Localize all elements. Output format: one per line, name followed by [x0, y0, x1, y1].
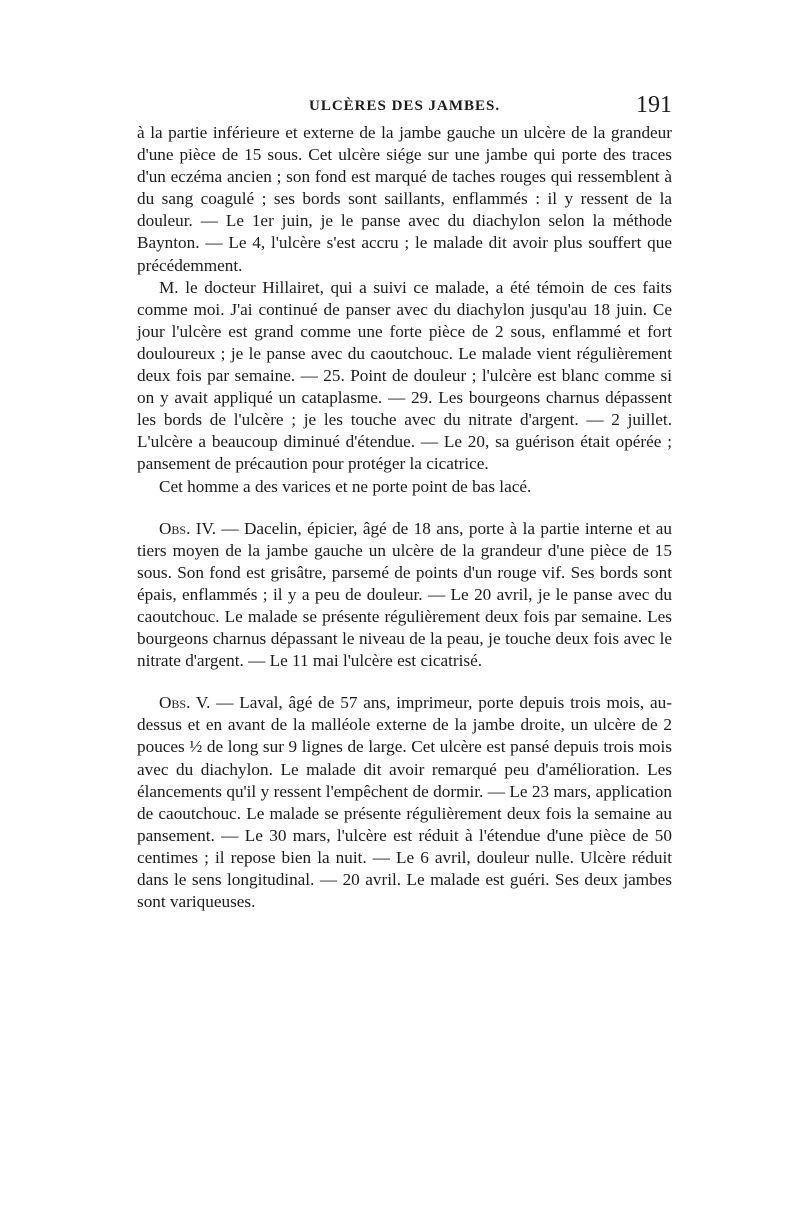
- paragraph-hillairet: M. le docteur Hillairet, qui a suivi ce malade, a été témoin de ces faits comme moi. J'ai continué de panser avec du diachylon jusqu'au 18 juin. Ce jour l'ulcère est grand comme une forte pièce de 2 sous, enflammé et fort douloureux ; je le panse avec du caoutchouc. Le malade vient régulièrement deux fois par semaine. — 25. Point de douleur ; l'ulcère est blanc comme si on y avait appliqué un cataplasme. — 29. Les bourgeons charnus dépassent les bords de l'ulcère ; je les touche avec du nitrate d'argent. — 2 juillet. L'ulcère a beaucoup diminué d'étendue. — Le 20, sa guérison était opérée ; pansement de précaution pour protéger la cicatrice.: [137, 277, 672, 474]
- observation-iv-label: Obs. IV.: [159, 518, 216, 538]
- page-number: 191: [636, 92, 672, 118]
- running-title: ULCÈRES DES JAMBES.: [309, 98, 501, 114]
- observation-iv-text: — Dacelin, épicier, âgé de 18 ans, porte à la partie interne et au tiers moyen de la jambe gauche un ulcère de la grandeur d'une pièce de 15 sous. Son fond est grisâtre, parsemé de points d'un rouge vif. Ses bords sont épais, enflammés ; il y a peu de douleur. — Le 20 avril, je le panse avec du caoutchouc. Le malade se présente régulièrement deux fois par semaine. Les bourgeons charnus dépassant le niveau de la peau, je touche deux fois avec le nitrate d'argent. — Le 11 mai l'ulcère est cicatrisé.: [137, 518, 673, 671]
- observation-v: [137, 692, 672, 913]
- book-page: [137, 92, 672, 913]
- paragraph-continued: à la partie inférieure et externe de la jambe gauche un ulcère de la grandeur d'une pièce de 15 sous. Cet ulcère siége sur une jambe qui porte des traces d'un eczéma ancien ; son fond est marqué de taches rouges qui ressemblent à du sang coagulé ; ses bords sont saillants, enflammés : il y ressent de la douleur. — Le 1er juin, je le panse avec du diachylon selon la méthode Baynton. — Le 4, l'ulcère s'est accru ; le malade dit avoir plus souffert que précédemment.: [137, 123, 672, 275]
- observation-v-label: Obs. V.: [159, 693, 211, 713]
- observation-iv: [137, 518, 672, 673]
- observation-v-text: — Laval, âgé de 57 ans, imprimeur, porte depuis trois mois, au-dessus et en avant de la malléole externe de la jambe droite, un ulcère de 2 pouces ½ de long sur 9 lignes de large. Cet ulcère est pansé depuis trois mois avec du diachylon. Le malade dit avoir remarqué peu d'amélioration. Les élancements qu'il y ressent l'empêchent de dormir. — Le 23 mars, application de caoutchouc. Le malade se présente régulièrement deux fois la semaine au pansement. — Le 30 mars, l'ulcère est réduit à l'étendue d'une pièce de 50 centimes ; il repose bien la nuit. — Le 6 avril, douleur nulle. Ulcère réduit dans le sens longitudinal. — 20 avril. Le malade est guéri. Ses deux jambes sont variqueuses.: [137, 693, 672, 912]
- body-text: [137, 122, 672, 913]
- paragraph-varices: Cet homme a des varices et ne porte point de bas lacé.: [159, 476, 532, 496]
- running-header: [137, 92, 672, 122]
